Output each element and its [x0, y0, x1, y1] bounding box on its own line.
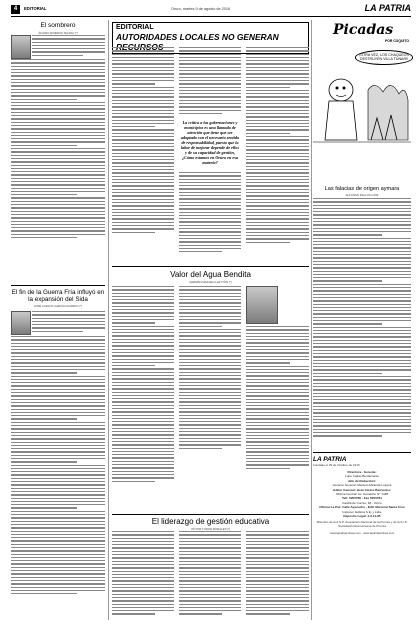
- editorial-title: AUTORIDADES LOCALES NO GENERAN: [116, 32, 279, 42]
- article-title: El liderazgo de gestión educativa: [151, 517, 270, 526]
- article-body: [246, 326, 309, 506]
- masthead-row: Telf. 5250780 - Fax 5250781: [341, 496, 383, 501]
- article-body: [112, 286, 174, 506]
- masthead-row: Lupe Cajías Bustamante: [345, 474, 379, 479]
- editorial-body: [112, 47, 174, 257]
- article-agua-bendita: [112, 270, 309, 510]
- masthead-footer: Miembro de la A.N.P. Asociación Nacional de la Prensa y de la S.I.P. Sociedad Interamericana de Prensa: [316, 520, 408, 529]
- article-author: JOSÉ CARLOS GARCÍA FAJARDO (*): [33, 304, 83, 308]
- article-body: [11, 336, 105, 616]
- article-body: [112, 531, 174, 619]
- issue-date: Oruro, martes 9 de agosto de 2016: [171, 6, 231, 11]
- divider: [112, 266, 309, 267]
- cartoon-title: Picadas: [333, 22, 394, 38]
- cartoon-smoke: [368, 85, 408, 140]
- page-number-badge: 4: [11, 5, 20, 14]
- masthead-row: Depósito Legal: 4-3-11-85: [343, 514, 381, 519]
- masthead-row: Directora - Gerente:: [347, 470, 377, 474]
- article-title: El fin de la Guerra Fría influyó en la expansión del Sida: [11, 289, 105, 303]
- masthead-row: Oficina Central: Av. Camacho N° 1448: [335, 492, 389, 497]
- masthead-box: [313, 456, 411, 620]
- article-body: [32, 311, 105, 333]
- cartoon-eye: [336, 87, 339, 90]
- article-author: ÁLVARO RIVEROS TEJADA (*): [38, 31, 78, 35]
- masthead-row: Gerente General: Marcelo Miranda Loayza: [332, 483, 392, 488]
- cartoon-drawing: [313, 70, 411, 156]
- cartoon-body: [325, 101, 357, 140]
- article-body: [313, 198, 411, 446]
- divider: [313, 452, 411, 453]
- editorial-pullquote: La crítica a las gobernaciones y municipios es una llamada de atención que tiene que ser adoptada con el necesario sentido de responsabilidad, puesto que la labor de mejorar depende de ellos y de su capacidad de gestión, ¿Cómo estamos en Oruro en esa materia?: [180, 120, 240, 165]
- article-falacias: [313, 186, 411, 448]
- masthead-row: Impreso: Editora S.E. y Ltda.: [342, 509, 382, 514]
- editorial-label: EDITORIAL: [116, 24, 154, 31]
- article-author: ALFONSO RALLOS GÓIZ: [345, 193, 379, 197]
- editorial-body: [179, 172, 241, 258]
- header-rule: [11, 16, 411, 17]
- article-title: El sombrero: [40, 22, 76, 29]
- cartoon-speech-bubble: ¡OTRA VEZ, LOS CHAQUEOS DESTRUYEN VILLA TUNARI!: [355, 50, 413, 65]
- editorial-body: [179, 47, 241, 117]
- article-title: Las falacias de origen aymara: [324, 186, 400, 192]
- masthead-row: Jefe de Redacción:: [347, 478, 377, 483]
- newspaper-name: LA PATRIA: [364, 3, 411, 13]
- cartoon-credit: POR COQUITO: [384, 39, 409, 43]
- column-separator: [108, 20, 109, 620]
- article-body: [179, 286, 241, 506]
- editorial-body: [246, 47, 309, 257]
- masthead-row: Casilla de Correo: 48 - Oruro: [342, 500, 382, 505]
- page-header: [11, 4, 411, 16]
- divider: [11, 285, 105, 286]
- article-author: VÍCTOR TUDOR MORALES (*): [190, 527, 231, 531]
- article-body: [11, 59, 105, 283]
- masthead-name: LA PATRIA: [313, 456, 347, 463]
- masthead-row: Editor General: Juan Carlos Barrientos: [333, 487, 391, 492]
- author-photo: [11, 35, 31, 59]
- masthead-url[interactable]: www.lapatriaenlinea.com · www.lapatriaenlinea.com: [329, 530, 395, 535]
- article-body: [32, 35, 105, 57]
- editorial-section: [112, 22, 309, 262]
- cartoon-eye: [343, 87, 346, 90]
- cartoon-box: [313, 22, 411, 157]
- divider: [112, 514, 309, 515]
- article-guerra-fria: [11, 289, 105, 619]
- article-title: Valor del Agua Bendita: [170, 270, 251, 279]
- article-body: [246, 531, 309, 619]
- masthead-row: Oficina La Paz: Calle Ayacucho - Edif. Mariscal Santa Cruz: [319, 505, 405, 510]
- column-separator: [311, 20, 312, 620]
- article-sombrero: [11, 22, 105, 284]
- masthead-staff-list: [313, 470, 411, 518]
- author-photo: [11, 311, 31, 335]
- section-name: EDITORIAL: [24, 6, 47, 11]
- cartoon-head: [329, 79, 353, 101]
- author-photo: [246, 286, 278, 324]
- article-body: [179, 531, 241, 619]
- article-author: GERMÁN MAZUELO-LEYTÓN (*): [189, 280, 232, 284]
- article-liderazgo: [112, 517, 309, 620]
- masthead-subtitle: Fundado el 29 de Octubre de 1919: [313, 463, 360, 467]
